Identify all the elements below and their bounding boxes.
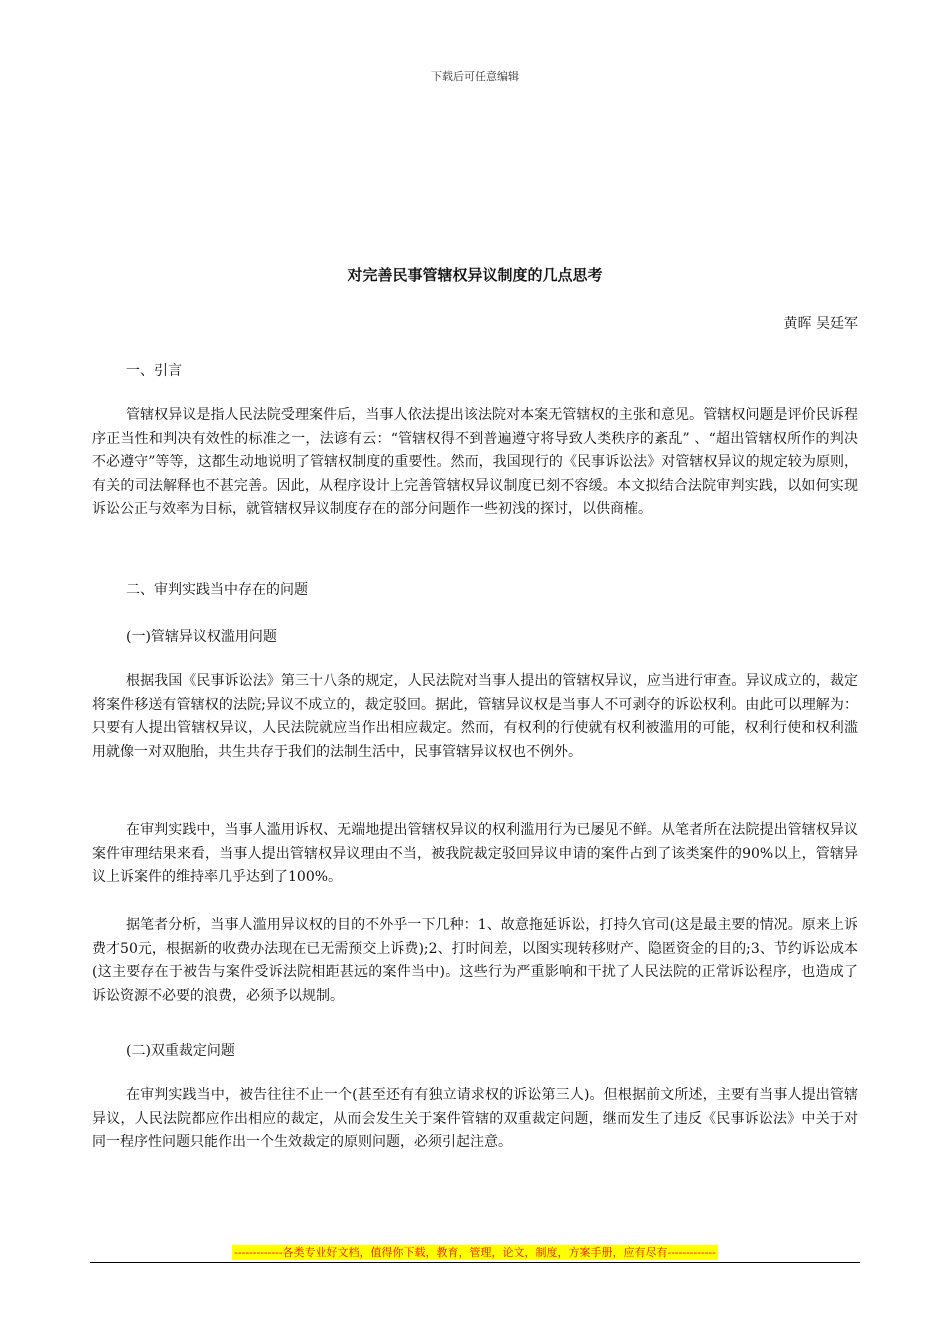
subsection-heading-double-ruling: (二)双重裁定问题 — [126, 1043, 235, 1059]
section-heading-problems: 二、审判实践当中存在的问题 — [126, 582, 308, 598]
footer-divider — [90, 1262, 860, 1263]
subsection-heading-abuse: (一)管辖异议权滥用问题 — [126, 629, 277, 645]
document-title: 对完善民事管辖权异议制度的几点思考 — [347, 266, 603, 284]
paragraph-analysis: 据笔者分析，当事人滥用异议权的目的不外乎一下几种：1、故意拖延诉讼，打持久官司(这是最主要的情况。原来上诉费才50元，根据新的收费办法现在已无需预交上诉费);2、打时间差，以图实现转移财产、隐匿资金的目的;3、节约诉讼成本(这主要存在于被告与案件受诉法院相距甚远的案件当中)。这些行为严重影响和干扰了人民法院的正常诉讼程序，也造成了诉讼资源不必要的浪费，必须予以规制。 — [92, 917, 858, 1004]
section-heading-introduction: 一、引言 — [126, 363, 182, 379]
paragraph-double-ruling: 在审判实践当中，被告往往不止一个(甚至还有有独立请求权的诉讼第三人)。但根据前文所述，主要有当事人提出管辖异议，人民法院都应作出相应的裁定，从而会发生关于案件管辖的双重裁定问题，继而发生了违反《民事诉讼法》中关于对同一程序性问题只能作出一个生效裁定的原则问题，必须引起注意。 — [92, 1087, 858, 1150]
document-authors: 黄晖 吴廷军 — [783, 316, 858, 332]
paragraph-legal-basis: 根据我国《民事诉讼法》第三十八条的规定，人民法院对当事人提出的管辖权异议，应当进行审查。异议成立的，裁定将案件移送有管辖权的法院;异议不成立的，裁定驳回。据此，管辖异议权是当事人不可剥夺的诉讼权利。由此可以理解为：只要有人提出管辖权异议，人民法院就应当作出相应裁定。然而，有权利的行使就有权利被滥用的可能，权利行使和权利滥用就像一对双胞胎，共生共存于我们的法制生活中，民事管辖异议权也不例外。 — [92, 673, 858, 760]
footer-banner-text: -------------各类专业好文档，值得你下载，教育，管理，论文，制度，方案手册，应有尽有------------- — [234, 1246, 716, 1259]
paragraph-introduction: 管辖权异议是指人民法院受理案件后，当事人依法提出该法院对本案无管辖权的主张和意见。管辖权问题是评价民诉程序正当性和判决有效性的标准之一，法谚有云：“管辖权得不到普遍遵守将导致人类秩序的紊乱” 、“超出管辖权所作的判决不必遵守”等等，这都生动地说明了管辖权制度的重要性。然而，我国现行的《民事诉讼法》对管辖权异议的规定较为原则，有关的司法解释也不甚完善。因此，从程序设计上完善管辖权异议制度已刻不容缓。本文拟结合法院审判实践，以如何实现诉讼公正与效率为目标，就管辖权异议制度存在的部分问题作一些初浅的探讨，以供商榷。 — [92, 407, 858, 517]
header-note: 下载后可任意编辑 — [431, 70, 519, 83]
footer-banner — [0, 1244, 950, 1260]
paragraph-practice: 在审判实践中，当事人滥用诉权、无端地提出管辖权异议的权利滥用行为已屡见不鲜。从笔者所在法院提出管辖权异议案件审理结果来看，当事人提出管辖权异议理由不当，被我院裁定驳回异议申请的案件占到了该类案件的90%以上，管辖异议上诉案件的维持率几乎达到了100%。 — [92, 822, 858, 885]
